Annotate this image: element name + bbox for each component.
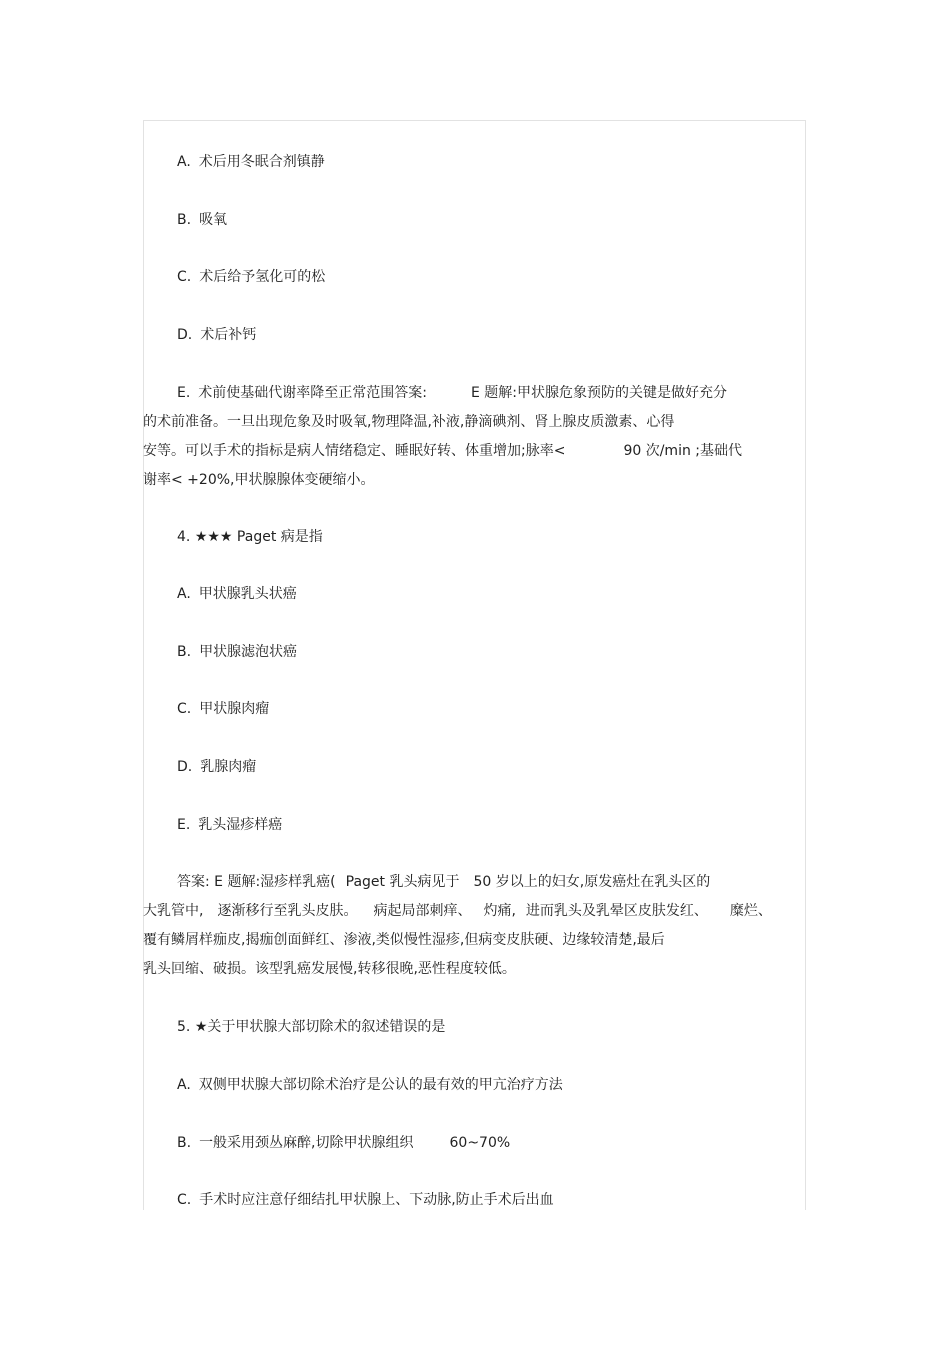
q5-option-b[interactable] — [177, 1134, 510, 1152]
q5-option-c[interactable] — [177, 1191, 554, 1209]
option-label: C. — [177, 269, 192, 285]
q4-answer-line: 覆有鳞屑样痂皮,揭痂创面鲜红、渗液,类似慢性湿疹,但病变皮肤硬、边缘较清楚,最后 — [143, 932, 665, 948]
option-label: C. — [177, 701, 192, 717]
question-number: 5. — [177, 1019, 191, 1035]
option-text: 一般采用颈丛麻醉,切除甲状腺组织 — [199, 1135, 414, 1151]
answer-text: 病起局部刺痒、 — [373, 903, 472, 919]
option-label: C. — [177, 1192, 192, 1208]
option-label: A. — [177, 154, 191, 170]
answer-text: 灼痛, — [483, 903, 516, 919]
option-label: E. — [177, 817, 191, 833]
option-label: B. — [177, 644, 192, 660]
q3-explanation-line — [143, 442, 742, 460]
difficulty-stars: ★★★ — [194, 529, 233, 545]
q4-option-e[interactable] — [177, 816, 282, 834]
answer-text: 答案: E 题解:湿疹样乳癌( — [177, 874, 336, 890]
q3-option-d[interactable] — [177, 326, 256, 344]
option-label: A. — [177, 1077, 191, 1093]
option-label: D. — [177, 759, 193, 775]
question-number: 4. — [177, 529, 191, 545]
option-text: 双侧甲状腺大部切除术治疗是公认的最有效的甲亢治疗方法 — [198, 1077, 563, 1093]
q3-explanation-line: 的术前准备。一旦出现危象及时吸氧,物理降温,补液,静滴碘剂、肾上腺皮质激素、心得 — [143, 414, 675, 430]
explanation-text: 90 次/min ;基础代 — [623, 443, 743, 459]
option-text: 术后用冬眠合剂镇静 — [198, 154, 325, 170]
option-text: 术后补钙 — [200, 327, 257, 343]
q3-option-b[interactable] — [177, 211, 227, 229]
q4-option-c[interactable] — [177, 700, 269, 718]
q3-option-e[interactable] — [177, 384, 727, 402]
q5-option-a[interactable] — [177, 1076, 563, 1094]
option-text: 甲状腺滤泡状癌 — [199, 644, 298, 660]
option-text: 术前使基础代谢率降至正常范围答案: — [198, 385, 428, 401]
q4-answer-line: 乳头回缩、破损。该型乳癌发展慢,转移很晚,恶性程度较低。 — [143, 961, 516, 977]
q3-explanation-line: 谢率< +20%,甲状腺腺体变硬缩小。 — [143, 472, 375, 488]
q4-option-d[interactable] — [177, 758, 256, 776]
answer-text: 糜烂、 — [729, 903, 772, 919]
answer-text: 大乳管中, — [143, 903, 204, 919]
option-label: E. — [177, 385, 191, 401]
question-text: Paget 病是指 — [236, 529, 323, 545]
option-text: 甲状腺乳头状癌 — [198, 586, 297, 602]
q4-option-a[interactable] — [177, 585, 297, 603]
option-value: 60~70% — [449, 1135, 511, 1151]
q5-question — [177, 1018, 445, 1036]
option-text: 吸氧 — [199, 212, 228, 228]
answer-text: 逐渐移行至乳头皮肤。 — [217, 903, 358, 919]
option-text: 手术时应注意仔细结扎甲状腺上、下动脉,防止手术后出血 — [199, 1192, 554, 1208]
option-label: D. — [177, 327, 193, 343]
question-text: ★关于甲状腺大部切除术的叙述错误的是 — [194, 1019, 446, 1035]
answer-text: 进而乳头及乳晕区皮肤发红、 — [525, 903, 708, 919]
answer-text: Paget 乳头病见于 — [345, 874, 460, 890]
q3-option-a[interactable] — [177, 153, 325, 171]
q4-answer-line — [143, 902, 772, 920]
q4-question — [177, 528, 323, 546]
answer-text: 50 岁以上的妇女,原发癌灶在乳头区的 — [473, 874, 711, 890]
option-label: A. — [177, 586, 191, 602]
option-label: B. — [177, 1135, 192, 1151]
q4-answer-line — [177, 873, 710, 891]
option-text: 甲状腺肉瘤 — [199, 701, 270, 717]
option-label: B. — [177, 212, 192, 228]
option-text: 乳腺肉瘤 — [200, 759, 257, 775]
option-text: 乳头湿疹样癌 — [198, 817, 283, 833]
explanation-text: E 题解:甲状腺危象预防的关键是做好充分 — [471, 385, 728, 401]
q4-option-b[interactable] — [177, 643, 297, 661]
q3-option-c[interactable] — [177, 268, 325, 286]
explanation-text: 安等。可以手术的指标是病人情绪稳定、睡眠好转、体重增加;脉率< — [143, 443, 566, 459]
option-text: 术后给予氢化可的松 — [199, 269, 326, 285]
